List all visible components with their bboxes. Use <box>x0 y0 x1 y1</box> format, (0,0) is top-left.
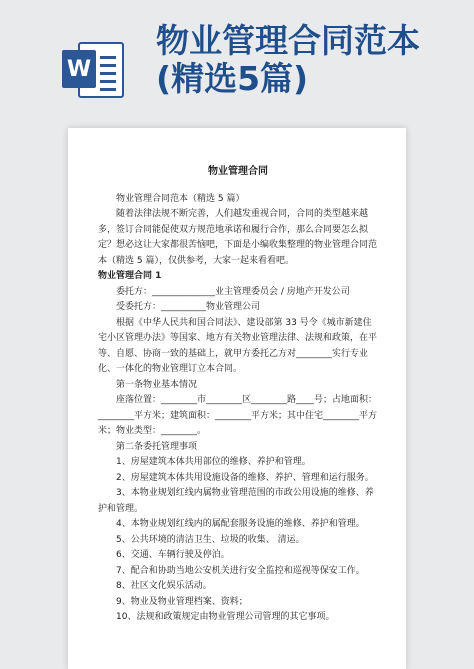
paragraph: 委托方：______________业主管理委员会 / 房地产开发公司 <box>116 286 350 297</box>
banner-title-line2: (精选5篇) <box>156 59 309 98</box>
paragraph: 受委托方：__________物业管理公司 <box>116 302 261 312</box>
paragraph: 1、房屋建筑本体共用部位的维修、养护和管理。 <box>116 457 311 467</box>
word-document-icon <box>62 40 126 100</box>
paragraph: 座落位置：________市________区________路____号；占地面积：________平方米；建筑面积：________平方米；其中住宅________平方米；物业类型：________。 <box>98 395 378 436</box>
paragraph: 6、交通、车辆行驶及停泊。 <box>116 550 230 560</box>
document-body <box>98 192 378 626</box>
document-page <box>68 128 406 669</box>
paragraph: 随着法律法规不断完善，人们越发重视合同，合同的类型越来越多，签订合同能促使双方规范地承诺和履行合作，那么合同要怎么拟定？想必这让大家都很苦恼吧，下面是小编收集整理的物业管理合同范本（精选 5 篇），仅供参考，大家一起来看看吧。 <box>98 209 378 266</box>
paragraph: 9、物业及物业管理档案、资料； <box>116 596 248 607</box>
section-heading: 物业管理合同 1 <box>98 271 162 281</box>
paragraph: 5、公共环境的清洁卫生、垃圾的收集、 清运。 <box>116 534 305 545</box>
document-title: 物业管理合同 <box>208 166 268 177</box>
paragraph: 物业管理合同范本（精选 5 篇） <box>116 193 245 204</box>
paragraph: 10、法规和政策规定由物业管理公司管理的其它事项。 <box>116 612 335 622</box>
word-logo-letter: W <box>62 50 96 88</box>
paragraph: 第二条委托管理事项 <box>116 441 198 452</box>
paragraph: 第一条物业基本情况 <box>116 379 198 390</box>
paragraph: 7、配合和协助当地公安机关进行安全监控和巡视等保安工作。 <box>116 565 365 576</box>
banner-title-line1: 物业管理合同范本 <box>156 21 420 60</box>
header-banner <box>0 0 474 120</box>
paragraph: 3、本物业规划红线内属物业管理范围的市政公用设施的维修、养护和管理。 <box>98 488 374 514</box>
banner-title <box>156 22 466 98</box>
paragraph: 2、房屋建筑本体共用设施设备的维修、养护、管理和运行服务。 <box>116 472 374 483</box>
paragraph: 8、社区文化娱乐活动。 <box>116 581 212 591</box>
paragraph: 根据《中华人民共和国合同法》、建设部第 33 号令《城市新建住宅小区管理办法》等国家、地方有关物业管理法律、法规和政策，在平等、自愿、协商一致的基础上，就甲方委托乙方对________实行专业化、一体化的物业管理订立本合同。 <box>98 317 378 374</box>
paragraph: 4、本物业规划红线内的属配套服务设施的维修、养护和管理。 <box>116 519 365 529</box>
